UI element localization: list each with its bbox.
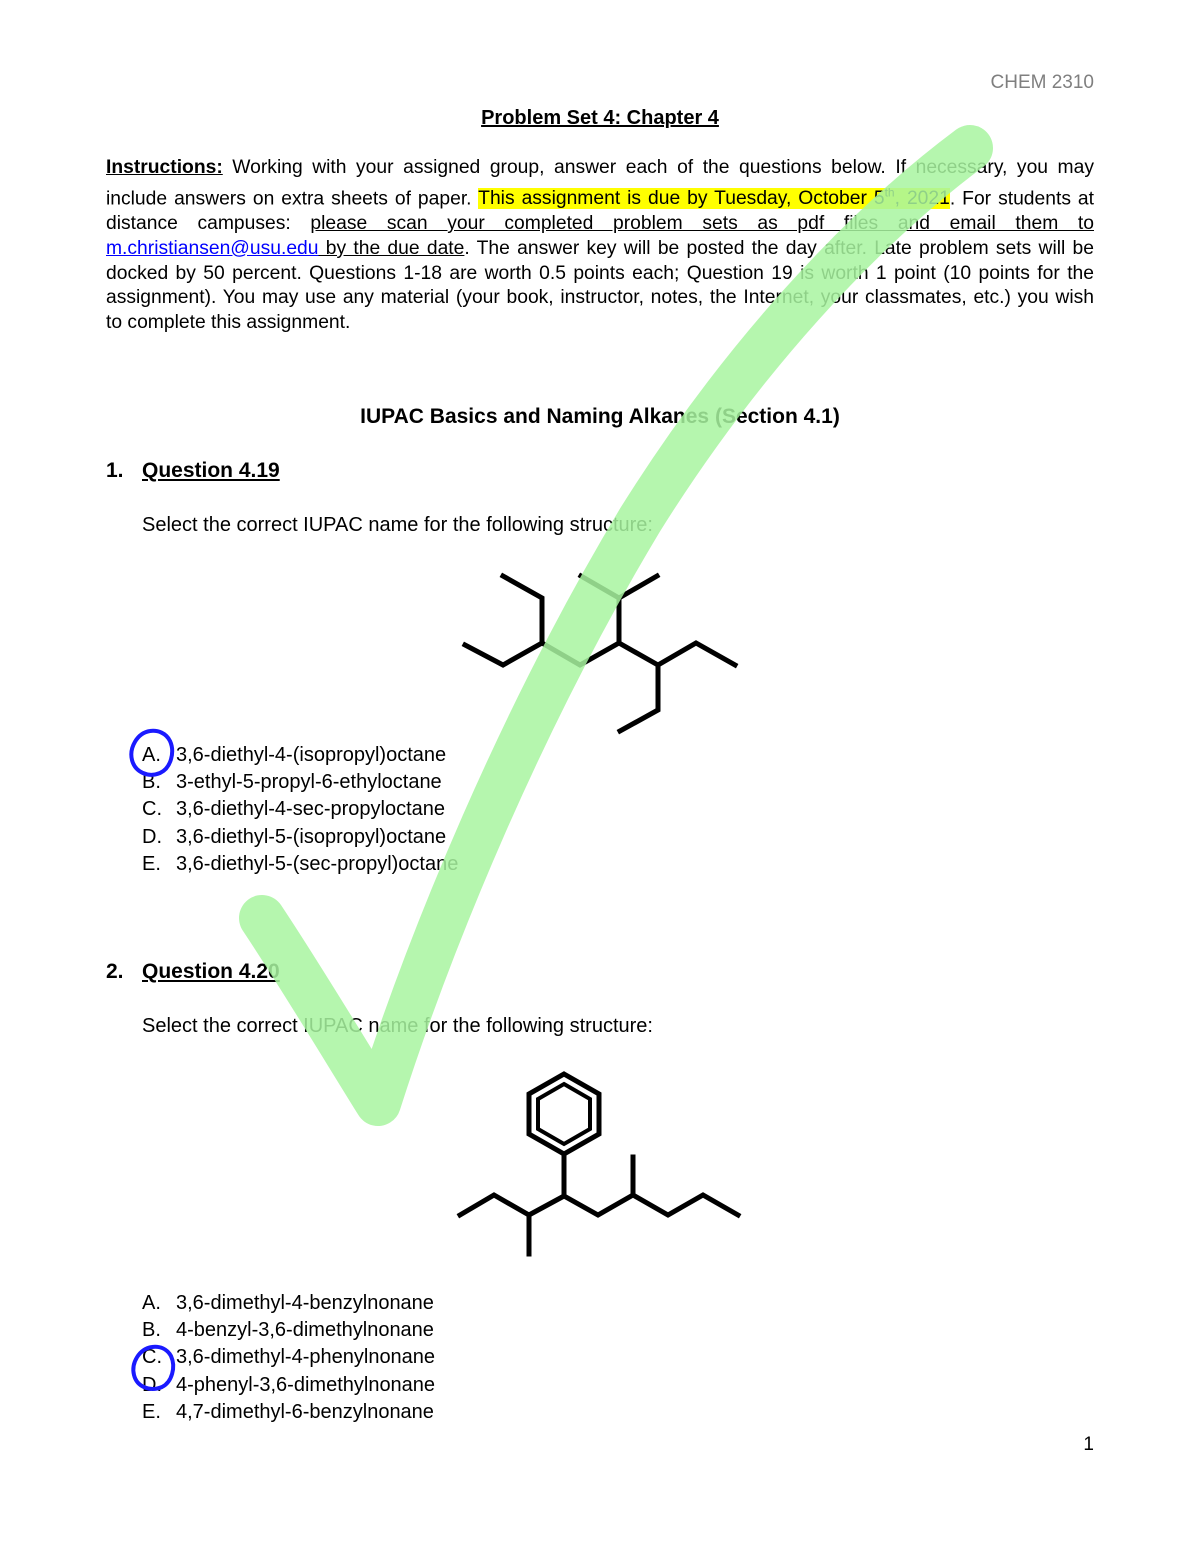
- ethyl-branch-lower: [620, 665, 658, 731]
- question-1-title: Question 4.19: [142, 459, 280, 482]
- question-1-option-c[interactable]: [142, 796, 458, 823]
- instructions-text-2: . For students at distance campuses:: [106, 188, 1095, 235]
- question-2-structure: [450, 1065, 750, 1265]
- question-1-prompt: Select the correct IUPAC name for the following structure:: [142, 514, 653, 536]
- due-date-year: , 2021: [894, 188, 950, 210]
- question-2-option-c[interactable]: [142, 1344, 435, 1371]
- question-2-option-a[interactable]: [142, 1290, 435, 1317]
- section-title: IUPAC Basics and Naming Alkanes (Section 4.1): [360, 405, 840, 428]
- option-text: 3,6-diethyl-4-(isopropyl)octane: [176, 744, 447, 766]
- instructions-label: Instructions:: [106, 157, 223, 178]
- page-number: 1: [1083, 1434, 1094, 1455]
- question-1-option-a[interactable]: [142, 742, 458, 769]
- option-text: 3-ethyl-5-propyl-6-ethyloctane: [176, 771, 442, 794]
- question-2-options: [142, 1290, 435, 1426]
- option-text: 3,6-dimethyl-4-benzylnonane: [176, 1292, 434, 1314]
- option-text: 4,7-dimethyl-6-benzylnonane: [176, 1400, 434, 1423]
- option-letter: B.: [142, 1319, 161, 1342]
- ethyl-branch-left: [503, 576, 542, 643]
- option-letter: C.: [142, 798, 162, 821]
- question-2-option-d[interactable]: [142, 1372, 435, 1399]
- question-2-option-b[interactable]: [142, 1317, 435, 1344]
- option-letter: D.: [142, 1373, 162, 1396]
- instructions-paragraph: [106, 156, 1094, 336]
- instructions-text-1: Working with your assigned group, answer each of the questions below. If necessary, you may include answers on extra sheets of paper.: [106, 157, 1094, 210]
- due-date-sup: th: [884, 185, 895, 200]
- question-2-title: Question 4.20: [142, 960, 280, 983]
- benzene-inner-ring: [538, 1084, 590, 1144]
- question-2-heading: [106, 960, 280, 984]
- instructions-text-3: . The answer key will be posted the day after. Late problem sets will be docked by 50 percent. Questions 1-18 are worth 0.5 points each; Question 19 is worth 1 point (10 points for the assignment). You may use any material (your book, instructor, notes, the Internet, your classmates, etc.) you wish to complete this assignment.: [106, 237, 1094, 334]
- page-title: Problem Set 4: Chapter 4: [481, 107, 719, 129]
- scan-instruction: please scan your completed problem sets as pdf files and email them to: [310, 213, 1094, 235]
- isopropyl-arm-left: [581, 576, 657, 598]
- option-text: 3,6-diethyl-5-(isopropyl)octane: [176, 825, 447, 848]
- due-date-phrase: by the due date: [318, 237, 465, 259]
- option-letter: B.: [142, 771, 161, 794]
- question-1-option-e[interactable]: [142, 851, 458, 878]
- option-letter: A.: [142, 1292, 161, 1314]
- question-1-number: 1.: [106, 459, 124, 482]
- option-letter: D.: [142, 825, 162, 848]
- option-letter: A.: [142, 744, 161, 766]
- question-1-option-b[interactable]: [142, 769, 458, 796]
- option-letter: E.: [142, 1400, 161, 1423]
- option-text: 3,6-diethyl-5-(sec-propyl)octane: [176, 852, 459, 875]
- question-2-number: 2.: [106, 960, 124, 983]
- option-text: 3,6-dimethyl-4-phenylnonane: [176, 1346, 436, 1369]
- option-text: 4-phenyl-3,6-dimethylnonane: [176, 1373, 436, 1396]
- question-1-heading: [106, 459, 280, 483]
- option-text: 4-benzyl-3,6-dimethylnonane: [176, 1319, 434, 1342]
- option-letter: C.: [142, 1346, 162, 1369]
- main-chain: [465, 643, 735, 665]
- question-2-prompt: Select the correct IUPAC name for the following structure:: [142, 1015, 653, 1037]
- main-chain: [460, 1195, 738, 1215]
- question-2-option-e[interactable]: [142, 1399, 435, 1426]
- course-header: CHEM 2310: [990, 72, 1094, 93]
- question-1-structure: [455, 565, 745, 740]
- option-letter: E.: [142, 852, 161, 875]
- due-date-highlight: [478, 185, 950, 210]
- option-text: 3,6-diethyl-4-sec-propyloctane: [176, 798, 446, 821]
- due-date-text: This assignment is due by Tuesday, October 5: [478, 188, 885, 210]
- question-1-option-d[interactable]: [142, 824, 458, 851]
- question-1-options: [142, 742, 458, 878]
- email-link[interactable]: m.christiansen@usu.edu: [106, 237, 319, 259]
